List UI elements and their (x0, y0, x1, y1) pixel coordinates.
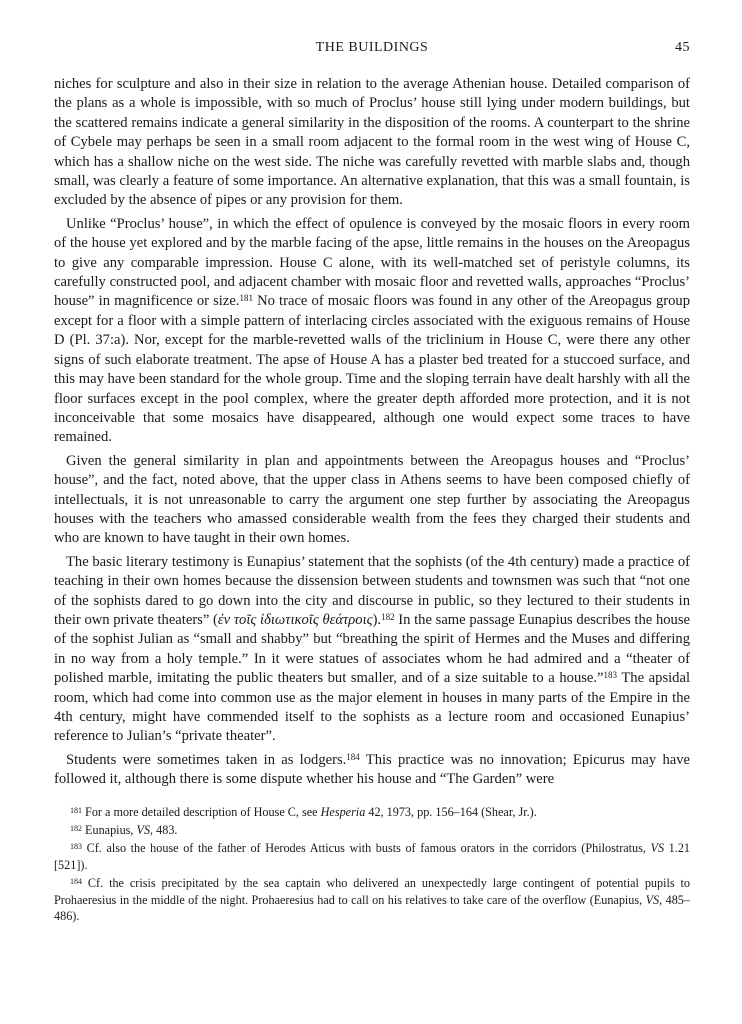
paragraph-1: niches for sculpture and also in their size in relation to the average Athenian house. Detailed comparison of the plans as a whole is impossible, with so much of Proclus’ house still lying under modern buildings, but the scattered remains indicate a general similarity in the disposition of the rooms. A counterpart to the shrine of Cybele may perhaps be seen in a small room adjacent to the formal room in the west wing of House C, which has a shallow niche on the west side. The niche was carefully revetted with marble slabs and, though small, was clearly a feature of some importance. An alternative explanation, that this was a small fountain, is excluded by the absence of pipes or any provision for them. (54, 76, 690, 209)
footnote-ref-183[interactable]: 183 (603, 670, 618, 681)
greek-quotation: ἐν τοῖς ἰδιωτικοῖς θεάτροις (217, 611, 373, 628)
footnotes (54, 804, 690, 925)
footnote-184 (54, 875, 690, 924)
paragraph-2-text-a: Unlike “Proclus’ house”, in which the effect of opulence is conveyed by the mosaic floors in every room of the house yet explored and by the marble facing of the apse, little remains in the houses on the Areopagus to give any comparable impression. House C alone, with its well-matched set of peristyle columns, its carefully constructed pool, and adjacent chamber with mosaic floor and revetted walls, approaches “Proclus’ house” in magnificence or size. (54, 215, 690, 310)
footnote-text-post: , 483. (150, 823, 178, 838)
footnote-text-post: 1.21 [521]). (54, 841, 691, 872)
paragraph-4-text-b: ). (372, 611, 382, 628)
footnote-citation: Hesperia (320, 804, 366, 819)
paragraph-5-text-b: This practice was no innovation; Epicurus may have followed it, although there is some dispute whether his house and “The Garden” were (54, 751, 690, 788)
footnote-number: 181 (70, 805, 82, 815)
footnote-182 (54, 822, 690, 838)
footnote-ref-184[interactable]: 184 (346, 751, 360, 762)
running-title: THE BUILDINGS (315, 40, 429, 55)
footnote-text-pre: Eunapius, (85, 823, 137, 838)
footnote-text-post: 42, 1973, pp. 156–164 (Shear, Jr.). (365, 804, 537, 819)
footnote-citation: VS (650, 841, 665, 856)
paragraph-2 (54, 215, 690, 448)
paragraph-5-text-a: Students were sometimes taken in as lodgers. (66, 751, 347, 768)
body-text (54, 75, 690, 790)
paragraph-4-text-d: The apsidal room, which had come into common use as the major element in houses in many parts of the Empire in the 4th century, might have commended itself to the sophists as a lecture room and occasioned Eunapius’ reference to Julian’s “private theater”. (54, 670, 691, 745)
footnote-text-pre: Cf. also the house of the father of Herodes Atticus with busts of famous orators in the corridors (Philostratus, (86, 841, 651, 856)
paragraph-4 (54, 553, 690, 747)
footnote-number: 184 (70, 877, 82, 887)
footnote-number: 183 (70, 842, 82, 852)
footnote-181 (54, 804, 690, 820)
footnote-number: 182 (70, 823, 82, 833)
footnote-citation: VS (136, 823, 151, 838)
footnote-text-pre: Cf. the crisis precipitated by the sea captain who delivered an unexpectedly large contingent of potential pupils to Prohaeresius in the middle of the night. Prohaeresius had to call on his relatives to take care of the overflow (Eunapius, (54, 876, 690, 907)
footnote-text-pre: For a more detailed description of House C, see (85, 804, 321, 819)
running-header (54, 40, 690, 64)
footnote-183 (54, 840, 690, 873)
paragraph-3: Given the general similarity in plan and appointments between the Areopagus houses and “Proclus’ house”, and the fact, noted above, that the upper class in Athens seems to have been composed chiefly of intellectuals, it is not unreasonable to carry the argument one step further by associating the Areopagus houses with the teachers who amassed considerable wealth from the fees they charged their students and who are known to have taught in their own homes. (54, 452, 690, 547)
paragraph-4-text-c: In the same passage Eunapius describes the house of the sophist Julian as “small and shabby” but “breathing the spirit of Hermes and the Muses and differing in no way from a holy temple.” In it were statues of associates whom he had admired and a “theater of polished marble, imitating the public theaters but smaller, and of a size suitable to a house.” (54, 611, 690, 687)
page (54, 40, 690, 926)
paragraph-2-text-b: No trace of mosaic floors was found in any other of the Areopagus group except for a floor with a simple pattern of interlacing circles associated with the exiguous remains of House D (Pl. 37:a). Nor, except for the marble-revetted walls of the triclinium in House C, were there any other signs of such elaborate treatment. The apse of House A has a plaster bed treated for a stuccoed surface, and this may have been standard for the whole group. Time and the sloping terrain have dealt harshly with all the floor surfaces except in the pool complex, where the greater depth afforded more protection, and it is not inconceivable that some mosaics have disappeared, although one would expect some traces to have remained. (54, 293, 691, 446)
page-number: 45 (675, 40, 690, 55)
footnote-text-post: , 485–486). (54, 892, 690, 924)
paragraph-4-text-a: The basic literary testimony is Eunapius’ statement that the sophists (of the 4th century) made a practice of teaching in their own homes because the dissension between students and townsmen was such that “not one of the sophists dared to go down into the city and discourse in public, so they lectured to their students in their own private theaters” ( (54, 553, 690, 628)
footnote-ref-182[interactable]: 182 (381, 611, 395, 622)
footnote-ref-181[interactable]: 181 (239, 293, 253, 304)
paragraph-5 (54, 751, 690, 790)
footnote-citation: VS (645, 892, 660, 907)
